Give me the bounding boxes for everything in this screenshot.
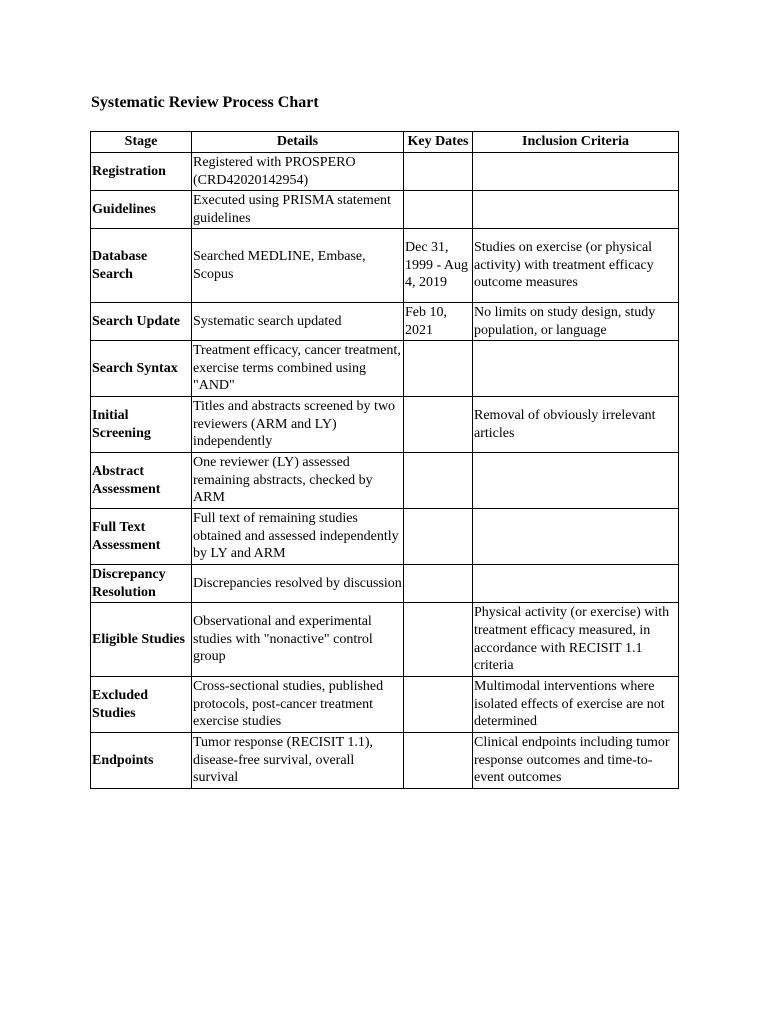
cell-stage: Excluded Studies xyxy=(91,677,192,733)
table-row xyxy=(91,303,679,341)
cell-dates xyxy=(404,565,473,603)
column-header-details: Details xyxy=(192,132,404,153)
cell-criteria: No limits on study design, study population, or language xyxy=(473,303,679,341)
cell-criteria: Studies on exercise (or physical activity) with treatment efficacy outcome measures xyxy=(473,229,679,303)
cell-criteria: Removal of obviously irrelevant articles xyxy=(473,397,679,453)
cell-stage: Registration xyxy=(91,153,192,191)
table-row xyxy=(91,153,679,191)
cell-dates: Feb 10, 2021 xyxy=(404,303,473,341)
cell-dates xyxy=(404,603,473,677)
cell-criteria: Physical activity (or exercise) with treatment efficacy measured, in accordance with RECISIT 1.1 criteria xyxy=(473,603,679,677)
table-header-row xyxy=(91,132,679,153)
cell-details: Registered with PROSPERO (CRD42020142954) xyxy=(192,153,404,191)
cell-details: Systematic search updated xyxy=(192,303,404,341)
table-row xyxy=(91,565,679,603)
table-row xyxy=(91,677,679,733)
column-header-stage: Stage xyxy=(91,132,192,153)
cell-details: Treatment efficacy, cancer treatment, exercise terms combined using "AND" xyxy=(192,341,404,397)
table-row xyxy=(91,341,679,397)
column-header-inclusion-criteria: Inclusion Criteria xyxy=(473,132,679,153)
cell-dates xyxy=(404,397,473,453)
cell-stage: Initial Screening xyxy=(91,397,192,453)
cell-stage: Endpoints xyxy=(91,733,192,789)
cell-details: One reviewer (LY) assessed remaining abstracts, checked by ARM xyxy=(192,453,404,509)
cell-criteria xyxy=(473,509,679,565)
cell-criteria xyxy=(473,191,679,229)
cell-criteria: Clinical endpoints including tumor response outcomes and time-to-event outcomes xyxy=(473,733,679,789)
cell-criteria: Multimodal interventions where isolated effects of exercise are not determined xyxy=(473,677,679,733)
cell-dates xyxy=(404,677,473,733)
cell-dates xyxy=(404,509,473,565)
cell-details: Discrepancies resolved by discussion xyxy=(192,565,404,603)
cell-criteria xyxy=(473,565,679,603)
table-row xyxy=(91,229,679,303)
cell-stage: Search Update xyxy=(91,303,192,341)
cell-stage: Full Text Assessment xyxy=(91,509,192,565)
cell-dates: Dec 31, 1999 - Aug 4, 2019 xyxy=(404,229,473,303)
column-header-key-dates: Key Dates xyxy=(404,132,473,153)
cell-dates xyxy=(404,153,473,191)
cell-stage: Abstract Assessment xyxy=(91,453,192,509)
cell-details: Cross-sectional studies, published protocols, post-cancer treatment exercise studies xyxy=(192,677,404,733)
cell-dates xyxy=(404,191,473,229)
cell-details: Tumor response (RECISIT 1.1), disease-free survival, overall survival xyxy=(192,733,404,789)
table-row xyxy=(91,603,679,677)
table-row xyxy=(91,509,679,565)
cell-details: Full text of remaining studies obtained and assessed independently by LY and ARM xyxy=(192,509,404,565)
table-row xyxy=(91,453,679,509)
cell-criteria xyxy=(473,341,679,397)
cell-details: Observational and experimental studies with "nonactive" control group xyxy=(192,603,404,677)
cell-stage: Database Search xyxy=(91,229,192,303)
cell-details: Titles and abstracts screened by two reviewers (ARM and LY) independently xyxy=(192,397,404,453)
cell-stage: Discrepancy Resolution xyxy=(91,565,192,603)
cell-criteria xyxy=(473,453,679,509)
cell-stage: Guidelines xyxy=(91,191,192,229)
table-row xyxy=(91,191,679,229)
cell-dates xyxy=(404,733,473,789)
table-row xyxy=(91,397,679,453)
cell-dates xyxy=(404,453,473,509)
page-title: Systematic Review Process Chart xyxy=(91,94,319,111)
cell-criteria xyxy=(473,153,679,191)
cell-details: Searched MEDLINE, Embase, Scopus xyxy=(192,229,404,303)
cell-details: Executed using PRISMA statement guidelines xyxy=(192,191,404,229)
cell-dates xyxy=(404,341,473,397)
cell-stage: Eligible Studies xyxy=(91,603,192,677)
cell-stage: Search Syntax xyxy=(91,341,192,397)
table-row xyxy=(91,733,679,789)
process-table xyxy=(90,131,679,789)
